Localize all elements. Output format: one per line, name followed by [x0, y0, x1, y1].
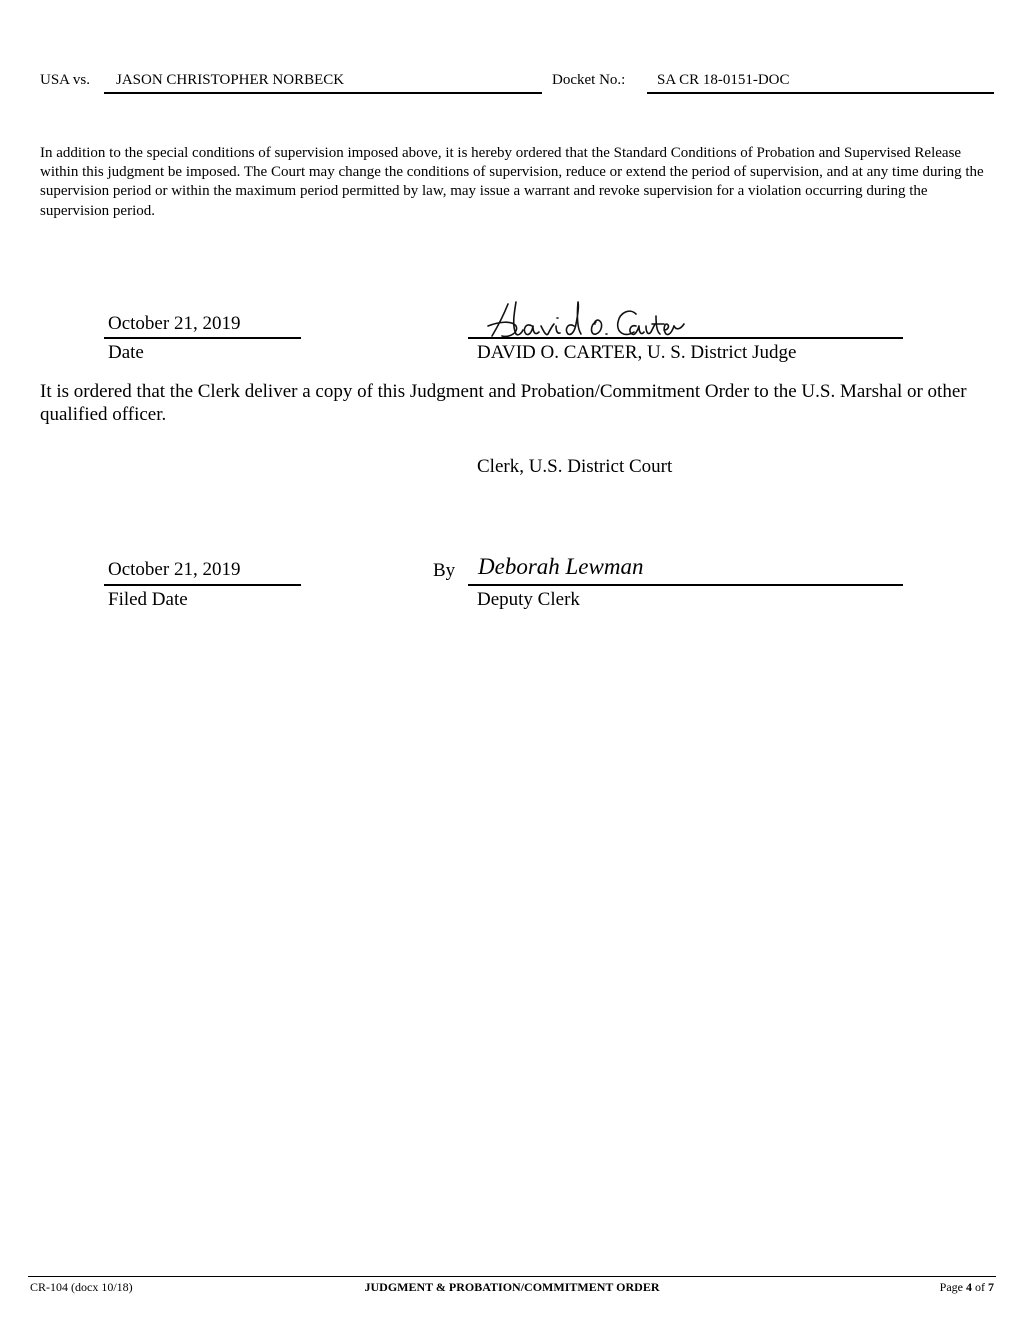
date-label: Date — [108, 342, 144, 363]
page-total: 7 — [988, 1280, 994, 1294]
clerk-order-paragraph: It is ordered that the Clerk deliver a copy of this Judgment and Probation/Commitment Order to the U.S. Marshal or other qualified officer. — [40, 381, 967, 425]
deputy-clerk-name: Deborah Lewman — [478, 554, 644, 579]
page-indicator — [940, 1280, 994, 1295]
defendant-name: JASON CHRISTOPHER NORBECK — [116, 72, 345, 88]
conditions-paragraph: In addition to the special conditions of supervision imposed above, it is hereby ordered that the Standard Conditions of Probation and Supervised Release within this judgment be imposed. The Court may change the conditions of supervision, reduce or extend the period of supervision, and at any time during the supervision period or within the maximum period permitted by law, may issue a warrant and revoke supervision for a violation occurring during the supervision period. — [40, 145, 984, 219]
filed-date: October 21, 2019 — [108, 559, 241, 580]
deputy-clerk-label: Deputy Clerk — [477, 589, 580, 610]
docket-label: Docket No.: — [552, 72, 626, 88]
defendant-underline — [104, 92, 542, 94]
page-prefix: Page — [939, 1280, 963, 1294]
page-of: of — [975, 1280, 985, 1294]
judge-signature-underline — [468, 337, 903, 339]
form-title: JUDGMENT & PROBATION/COMMITMENT ORDER — [364, 1280, 660, 1294]
judge-signature — [486, 296, 686, 342]
docket-number: SA CR 18-0151-DOC — [657, 72, 790, 88]
usa-vs-label: USA vs. — [40, 72, 91, 88]
form-code: CR-104 (docx 10/18) — [30, 1280, 133, 1294]
page-number: 4 — [966, 1280, 972, 1294]
judgment-date: October 21, 2019 — [108, 313, 241, 334]
filed-date-underline — [104, 584, 301, 586]
by-label: By — [433, 560, 456, 581]
clerk-court-label: Clerk, U.S. District Court — [477, 456, 673, 477]
judge-name-title: DAVID O. CARTER, U. S. District Judge — [477, 342, 797, 363]
date-underline — [104, 337, 301, 339]
deputy-underline — [468, 584, 903, 586]
footer-rule — [28, 1276, 996, 1277]
filed-date-label: Filed Date — [108, 589, 188, 610]
docket-underline — [647, 92, 994, 94]
